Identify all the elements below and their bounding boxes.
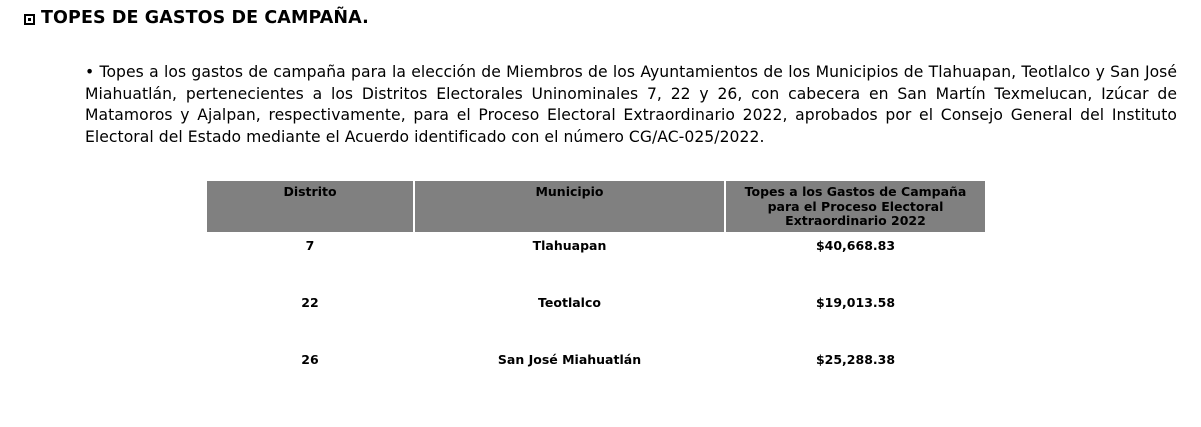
cell-tope: $19,013.58 <box>815 295 896 310</box>
description-paragraph: • Topes a los gastos de campaña para la elección de Miembros de los Ayuntamientos de los Municipios de Tlahuapan, Teotlalco y San José Miahuatlán, pertenecientes a los Distritos Electorales Uninominales 7, 22 y 26, con cabecera en San Martín Texmelucan, Izúcar de Matamoros y Ajalpan, respectivamente, para el Proceso Electoral Extraordinario 2022, aprobados por el Consejo General del Instituto Electoral del Estado mediante el Acuerdo identificado con el número CG/AC-025/2022. <box>85 63 1177 146</box>
section-heading <box>24 8 369 28</box>
cell-municipio: Teotlalco <box>538 295 601 310</box>
cell-tope: $40,668.83 <box>815 238 896 253</box>
section-title: TOPES DE GASTOS DE CAMPAÑA. <box>41 8 369 28</box>
cell-tope: $25,288.38 <box>815 352 896 367</box>
square-bullet-icon <box>24 14 35 25</box>
cell-municipio: Tlahuapan <box>532 238 607 253</box>
cell-distrito: 22 <box>301 295 319 310</box>
table-row <box>207 289 985 346</box>
cell-distrito: 26 <box>301 352 319 367</box>
header-distrito: Distrito <box>207 181 413 232</box>
cell-distrito: 7 <box>305 238 315 253</box>
cell-municipio: San José Miahuatlán <box>497 352 642 367</box>
campaign-spending-table <box>205 181 987 403</box>
header-topes: Topes a los Gastos de Campaña para el Proceso Electoral Extraordinario 2022 <box>726 181 985 232</box>
table-header-row <box>207 181 985 232</box>
header-municipio: Municipio <box>415 181 724 232</box>
table-row <box>207 346 985 403</box>
table-row <box>207 232 985 289</box>
